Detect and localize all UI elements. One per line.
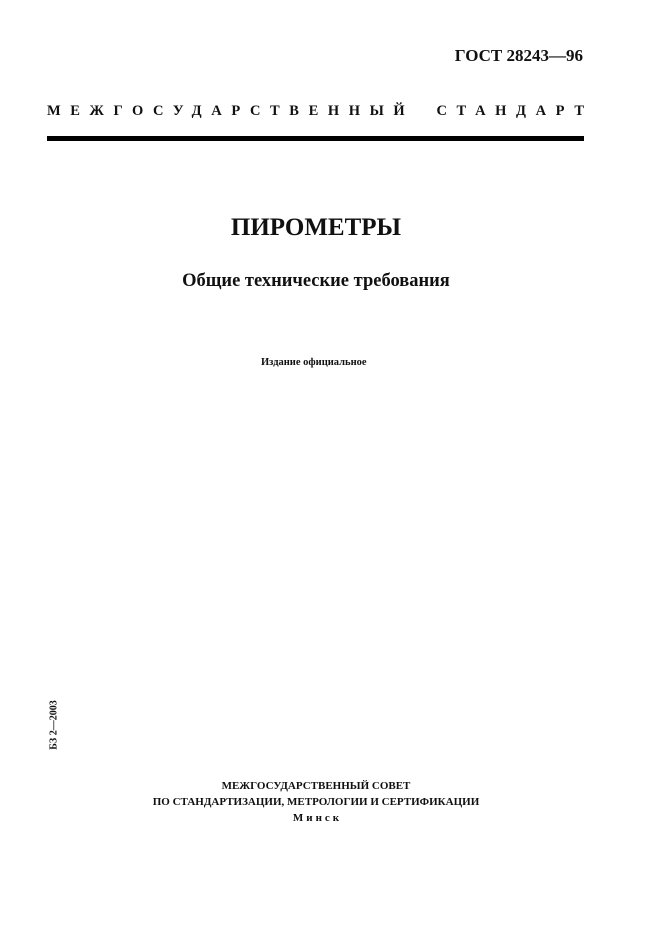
header-word-interstate: МЕЖГОСУДАРСТВЕННЫЙ (47, 103, 415, 119)
document-title: ПИРОМЕТРЫ (230, 214, 402, 241)
header-divider (47, 136, 584, 141)
side-mark (47, 694, 61, 756)
publisher-line-1: МЕЖГОСУДАРСТВЕННЫЙ СОВЕТ (221, 780, 411, 792)
side-mark-text: БЗ 2—2003 (48, 700, 60, 750)
standard-number: ГОСТ 28243—96 (454, 46, 583, 65)
publisher-block (0, 778, 632, 826)
standard-type-header (47, 103, 594, 120)
document-subtitle: Общие технические требования (182, 271, 450, 291)
publisher-line-2: ПО СТАНДАРТИЗАЦИИ, МЕТРОЛОГИИ И СЕРТИФИКАЦИИ (152, 796, 480, 808)
publisher-city: Минск (292, 812, 343, 824)
header-word-standard: СТАНДАРТ (436, 103, 594, 119)
edition-note: Издание официальное (261, 357, 367, 368)
